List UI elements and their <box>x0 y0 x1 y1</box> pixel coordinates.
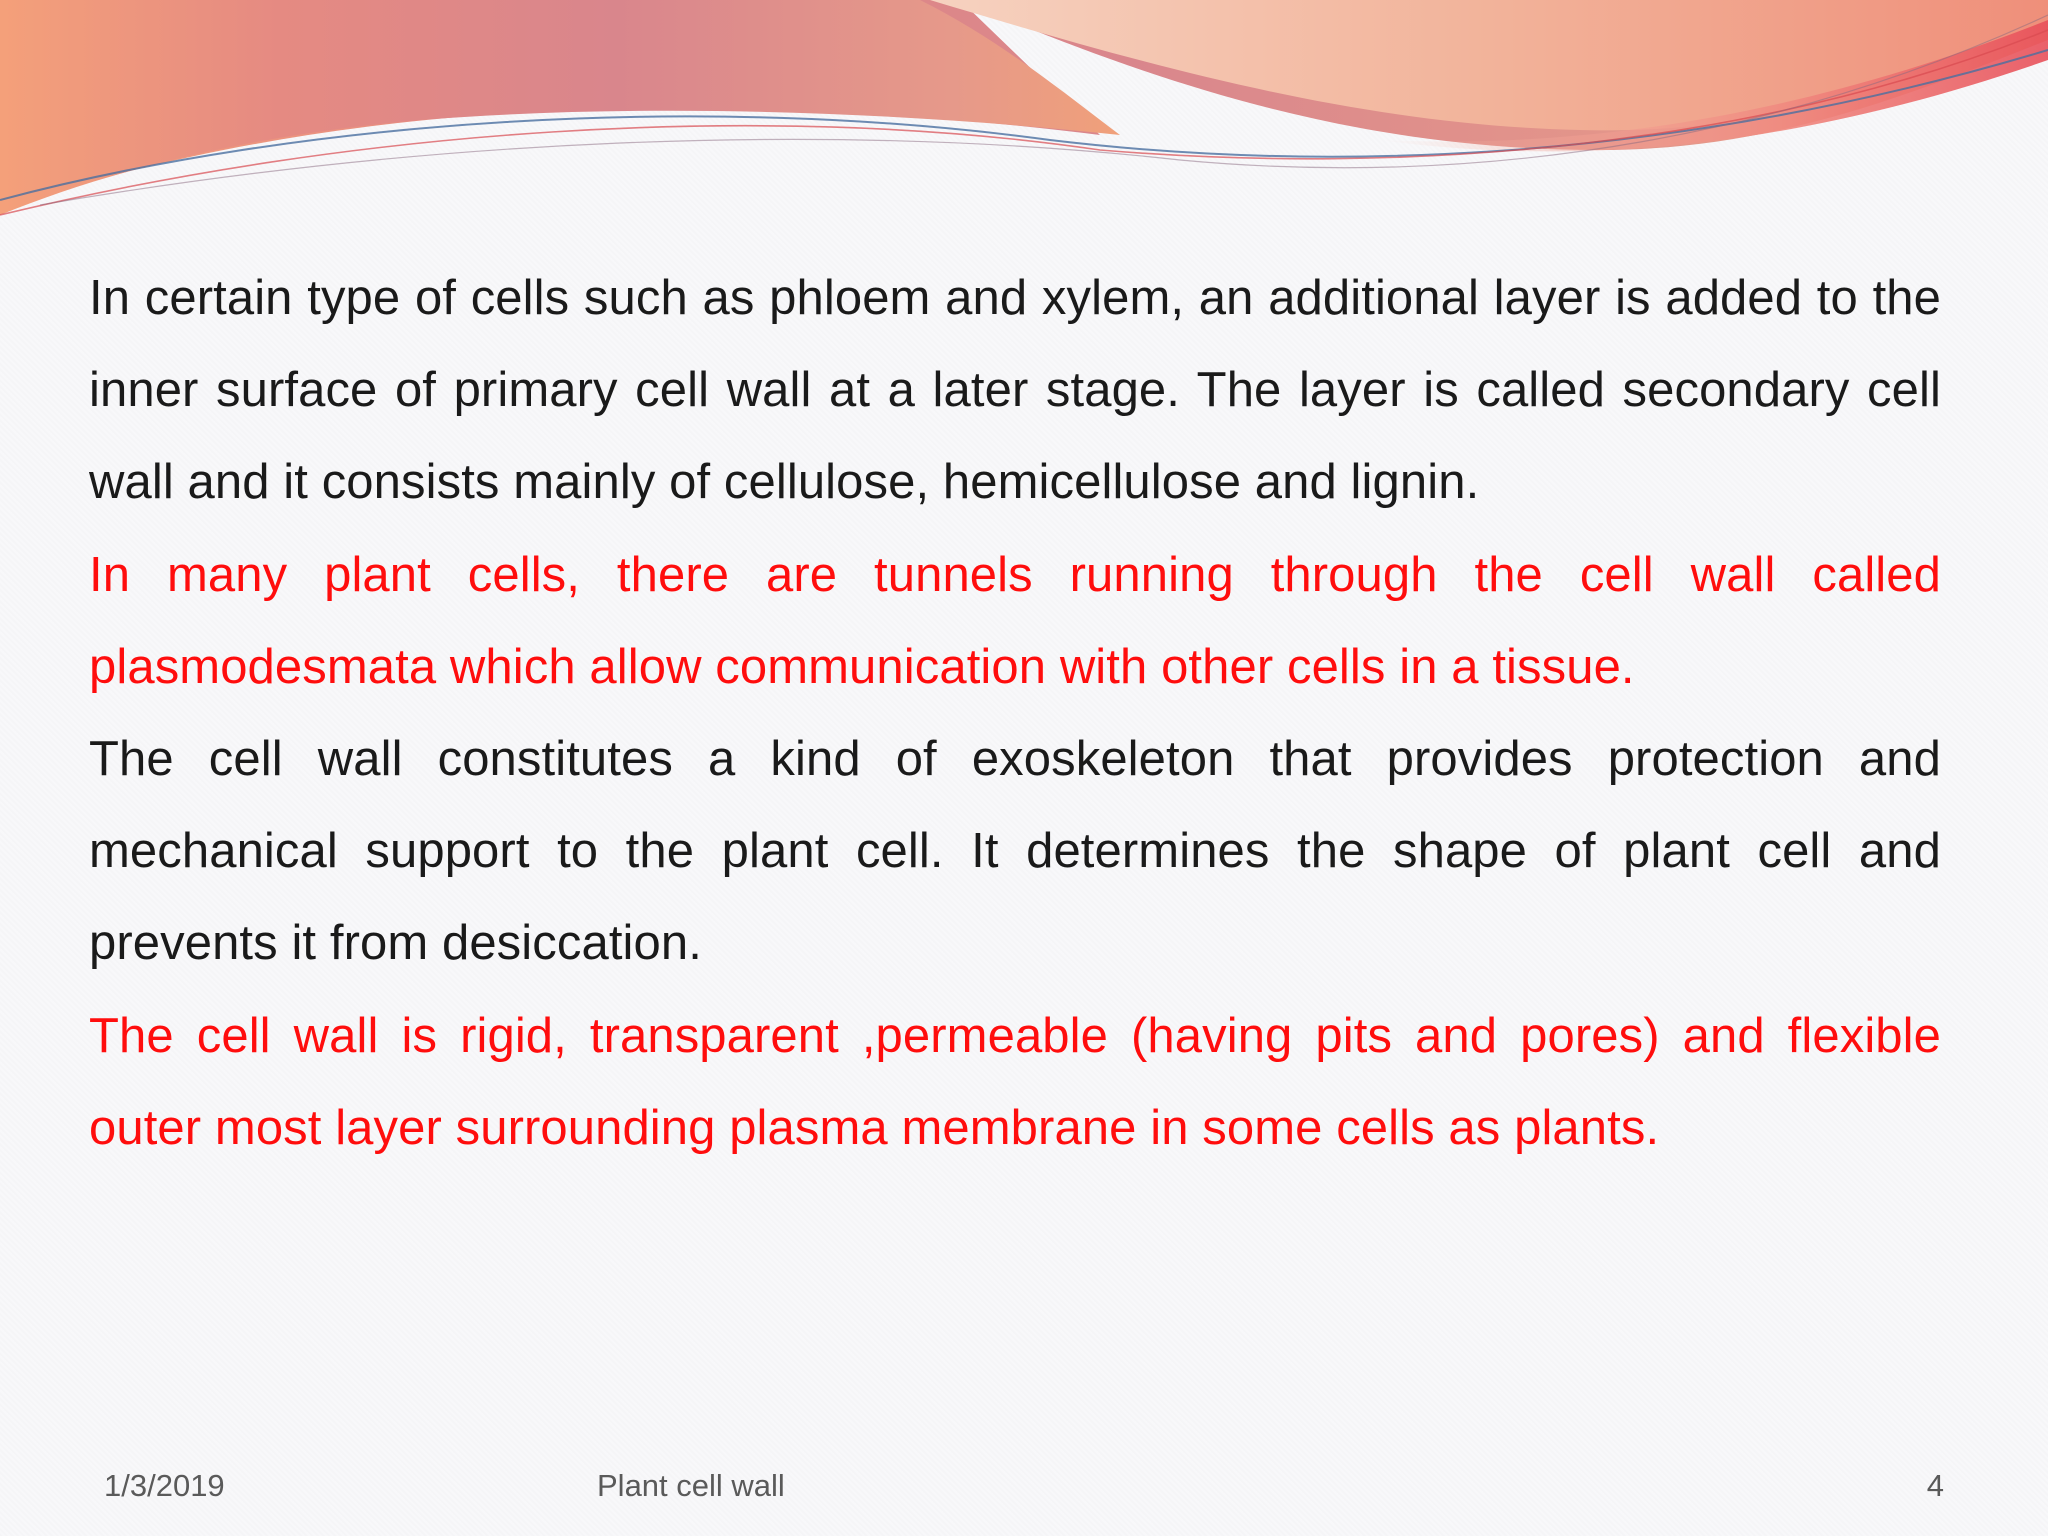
paragraph-rigid-layer: The cell wall is rigid, transparent ,permeable (having pits and pores) and flexible outer most layer surrounding plasma membrane in some cells as plants. <box>89 1008 1941 1155</box>
paragraph-plasmodesmata: In many plant cells, there are tunnels running through the cell wall called plasmodesmata which allow communication with other cells in a tissue. <box>89 547 1941 694</box>
wave-left-fill <box>0 0 1120 215</box>
footer-title: Plant cell wall <box>597 1468 785 1503</box>
footer-date: 1/3/2019 <box>104 1468 225 1503</box>
wave-right-light <box>930 0 2048 130</box>
slide-body <box>89 252 1941 1174</box>
paragraph-secondary-wall: In certain type of cells such as phloem and xylem, an additional layer is added to the inner surface of primary cell wall at a later stage. The layer is called secondary cell wall and it consists mainly of cellulose, hemicellulose and lignin. <box>89 271 1941 510</box>
paragraph-exoskeleton: The cell wall constitutes a kind of exoskeleton that provides protection and mechanical support to the plant cell. It determines the shape of plant cell and prevents it from desiccation. <box>89 732 1941 971</box>
slide-number: 4 <box>1926 1468 1944 1503</box>
decorative-header-wave <box>0 0 2048 240</box>
